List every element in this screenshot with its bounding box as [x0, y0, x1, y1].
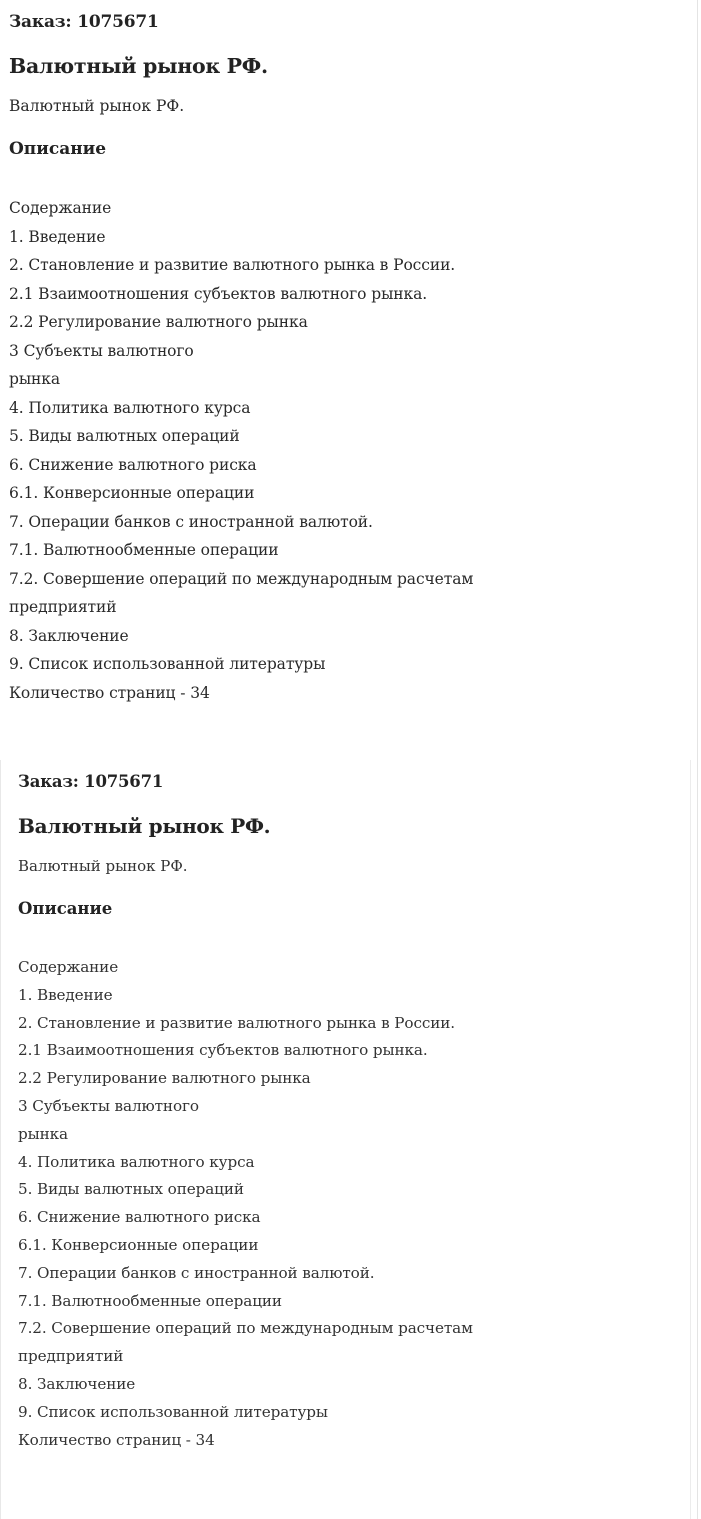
contents-line: 7.2. Совершение операций по международным расчетам	[9, 569, 474, 588]
contents-line: 6.1. Конверсионные операции	[9, 484, 255, 502]
order-document-block-1	[9, 0, 669, 707]
page-border-right-inner	[690, 760, 691, 1519]
contents-line: 2.2 Регулирование валютного рынка	[18, 1069, 311, 1088]
page-title: Валютный рынок РФ.	[9, 54, 268, 78]
contents-line: Количество страниц - 34	[9, 683, 210, 702]
contents-line: 9. Список использованной литературы	[18, 1402, 328, 1421]
contents-line: 4. Политика валютного курса	[18, 1152, 255, 1171]
description-heading: Описание	[9, 139, 107, 159]
contents-line: 3 Субъекты валютного	[18, 1096, 199, 1115]
contents-list	[18, 934, 678, 1454]
contents-line: 2. Становление и развитие валютного рынка в России.	[18, 1013, 456, 1032]
contents-line: Содержание	[9, 199, 112, 217]
contents-line: 7. Операции банков с иностранной валютой.	[9, 512, 373, 531]
order-number: Заказ: 1075671	[9, 12, 159, 32]
contents-line: 7. Операции банков с иностранной валютой.	[18, 1263, 375, 1282]
contents-line: 2.1 Взаимоотношения субъектов валютного рынка.	[18, 1041, 428, 1060]
contents-line: 5. Виды валютных операций	[18, 1180, 244, 1199]
description-heading: Описание	[18, 899, 113, 918]
page-title: Валютный рынок РФ.	[18, 814, 271, 838]
contents-line: 5. Виды валютных операций	[9, 427, 240, 445]
contents-line: 7.1. Валютнообменные операции	[18, 1291, 282, 1310]
contents-line: Количество страниц - 34	[18, 1430, 215, 1449]
page-border-left	[0, 760, 1, 1519]
contents-line: 8. Заключение	[9, 626, 129, 645]
contents-list	[9, 174, 669, 707]
page-border-right	[697, 0, 698, 1519]
contents-line: 6. Снижение валютного риска	[18, 1208, 261, 1227]
contents-line: 4. Политика валютного курса	[9, 398, 251, 417]
contents-line: 6.1. Конверсионные операции	[18, 1235, 259, 1254]
contents-line: 8. Заключение	[18, 1374, 136, 1393]
contents-line: рынка	[18, 1124, 68, 1143]
contents-line: 2. Становление и развитие валютного рынка в России.	[9, 256, 456, 274]
page-subtitle: Валютный рынок РФ.	[9, 97, 185, 115]
contents-line: 1. Введение	[9, 227, 106, 246]
page-subtitle: Валютный рынок РФ.	[18, 857, 188, 875]
contents-line: 7.1. Валютнообменные операции	[9, 541, 279, 559]
contents-line: предприятий	[18, 1347, 124, 1366]
contents-line: 2.1 Взаимоотношения субъектов валютного рынка.	[9, 284, 428, 303]
contents-line: предприятий	[9, 598, 117, 616]
contents-line: 1. Введение	[18, 985, 113, 1004]
order-number: Заказ: 1075671	[18, 772, 164, 791]
contents-line: 2.2 Регулирование валютного рынка	[9, 313, 308, 331]
contents-line: 9. Список использованной литературы	[9, 655, 326, 673]
order-document-block-2	[18, 760, 678, 1454]
contents-line: 6. Снижение валютного риска	[9, 455, 257, 474]
contents-line: 7.2. Совершение операций по международным расчетам	[18, 1319, 473, 1338]
contents-line: 3 Субъекты валютного	[9, 341, 194, 360]
contents-line: Содержание	[18, 958, 119, 976]
contents-line: рынка	[9, 370, 61, 388]
